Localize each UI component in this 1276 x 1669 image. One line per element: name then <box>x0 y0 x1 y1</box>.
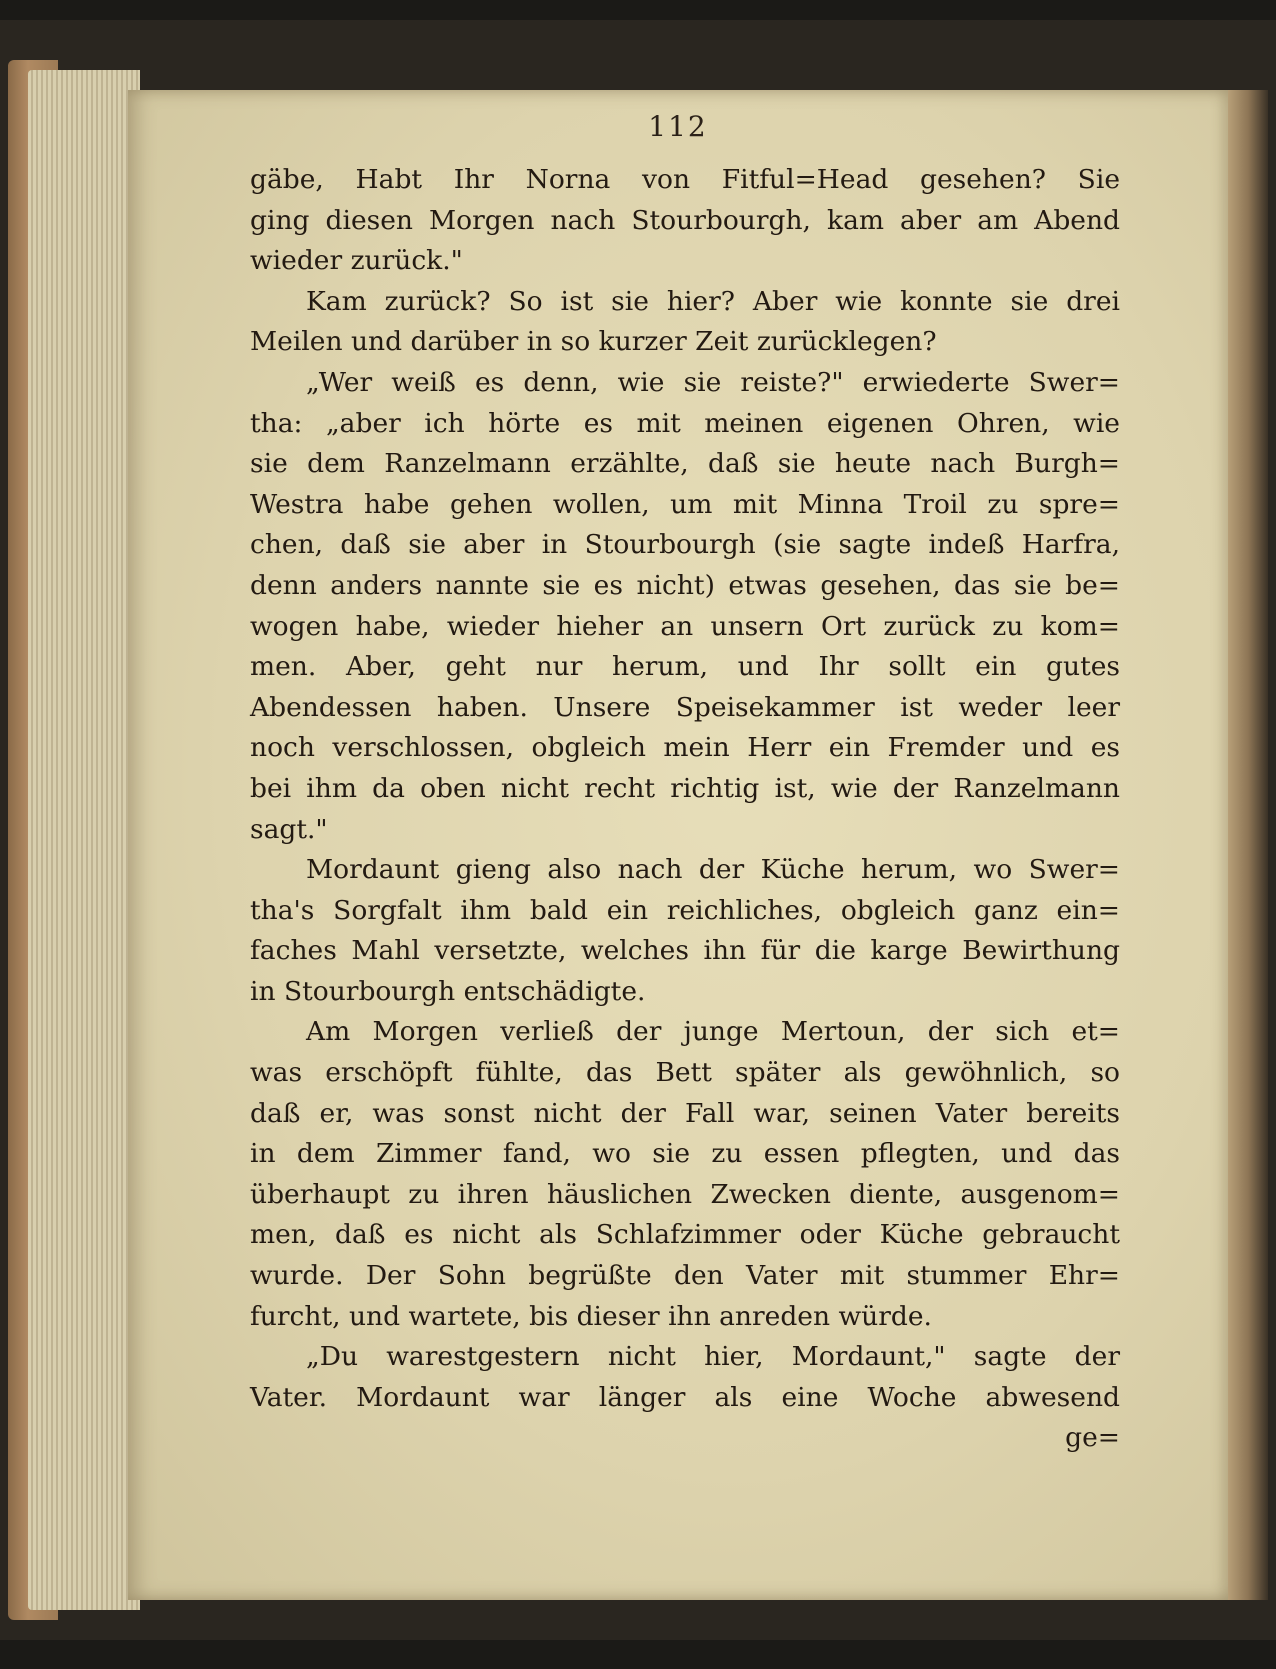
text-line: überhaupt zu ihren häuslichen Zwecken diente, ausgenom= <box>250 1178 1120 1210</box>
page-text-block <box>250 160 1120 1459</box>
text-line: sie dem Ranzelmann erzählte, daß sie heute nach Burgh= <box>250 448 1120 480</box>
book <box>0 20 1276 1640</box>
page-number: 112 <box>648 110 708 143</box>
text-line: daß er, was sonst nicht der Fall war, seinen Vater bereits <box>250 1097 1120 1129</box>
text-line: Mordaunt gieng also nach der Küche herum, wo Swer= <box>306 854 1120 886</box>
text-line: ging diesen Morgen nach Stourbourgh, kam aber am Abend <box>250 204 1120 236</box>
text-line: furcht, und wartete, bis dieser ihn anreden würde. <box>250 1300 932 1332</box>
text-line: Abendessen haben. Unsere Speisekammer ist weder leer <box>250 691 1120 723</box>
text-line: faches Mahl versetzte, welches ihn für die karge Bewirthung <box>250 935 1120 967</box>
text-line: Westra habe gehen wollen, um mit Minna Troil zu spre= <box>250 488 1120 520</box>
text-line: tha's Sorgfalt ihm bald ein reichliches, obgleich ganz ein= <box>250 894 1120 926</box>
text-line: wieder zurück." <box>250 245 463 277</box>
text-line: „Wer weiß es denn, wie sie reiste?" erwiederte Swer= <box>306 366 1120 398</box>
catchword: ge= <box>1065 1422 1120 1454</box>
text-line: denn anders nannte sie es nicht) etwas gesehen, das sie be= <box>250 569 1120 601</box>
text-line: „Du warestgestern nicht hier, Mordaunt," sagte der <box>306 1341 1120 1373</box>
text-line: in dem Zimmer fand, wo sie zu essen pflegten, und das <box>250 1138 1120 1170</box>
text-line: tha: „aber ich hörte es mit meinen eigenen Ohren, wie <box>250 407 1120 439</box>
text-line: chen, daß sie aber in Stourbourgh (sie sagte indeß Harfra, <box>250 529 1120 561</box>
text-line: Vater. Mordaunt war länger als eine Woche abwesend <box>250 1381 1120 1413</box>
text-line: wogen habe, wieder hieher an unsern Ort zurück zu kom= <box>250 610 1120 642</box>
text-line: bei ihm da oben nicht recht richtig ist, wie der Ranzelmann <box>250 772 1120 804</box>
text-line: was erschöpft fühlte, das Bett später als gewöhnlich, so <box>250 1057 1120 1089</box>
text-line: sagt." <box>250 813 328 845</box>
text-line: Kam zurück? So ist sie hier? Aber wie konnte sie drei <box>306 285 1120 317</box>
page-stack-edge <box>28 70 140 1610</box>
text-line: noch verschlossen, obgleich mein Herr ein Fremder und es <box>250 732 1120 764</box>
text-line: Am Morgen verließ der junge Mertoun, der sich et= <box>306 1016 1120 1048</box>
text-line: wurde. Der Sohn begrüßte den Vater mit stummer Ehr= <box>250 1260 1120 1292</box>
right-page-edge <box>1228 90 1268 1600</box>
text-line: Meilen und darüber in so kurzer Zeit zurücklegen? <box>250 326 937 358</box>
text-line: in Stourbourgh entschädigte. <box>250 975 646 1007</box>
text-line: men, daß es nicht als Schlafzimmer oder Küche gebraucht <box>250 1219 1120 1251</box>
text-line: men. Aber, geht nur herum, und Ihr sollt ein gutes <box>250 651 1120 683</box>
book-page <box>128 90 1228 1600</box>
text-line: gäbe, Habt Ihr Norna von Fitful=Head gesehen? Sie <box>250 164 1120 195</box>
